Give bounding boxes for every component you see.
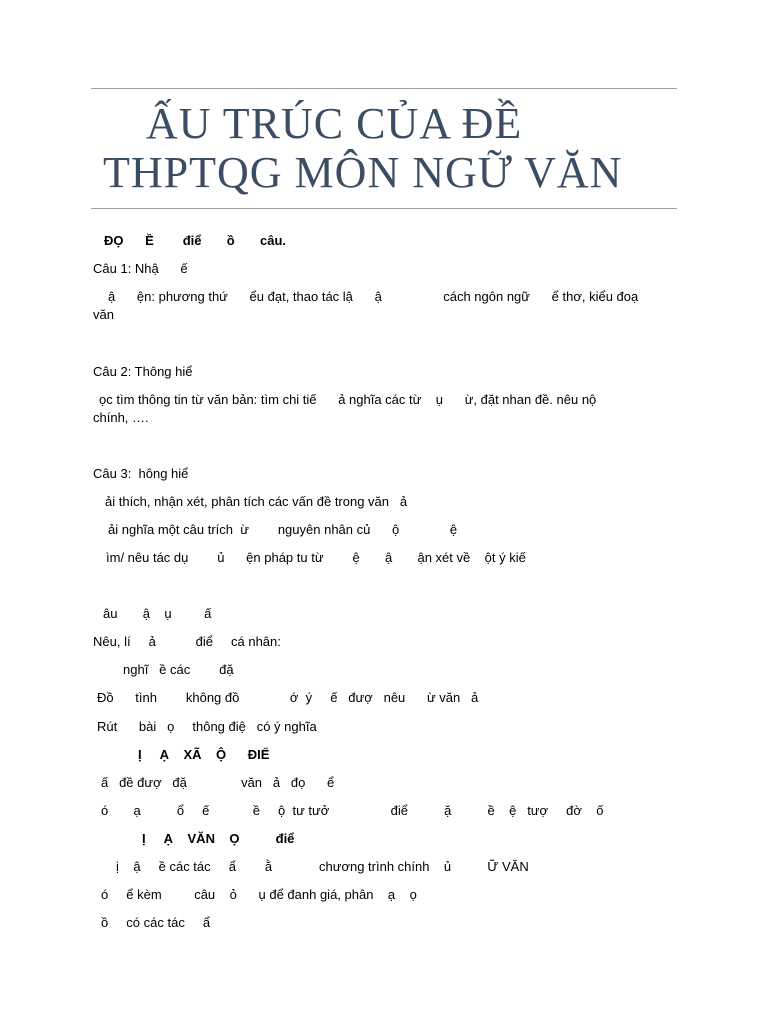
question-1-detail-wrap: văn [93,307,114,322]
question-1-label: Câu 1: Nhậ ế [93,261,188,276]
question-1-detail: ậ ện: phương thứ ểu đạt, thao tác lậ ậ cách ngôn ngữ ể thơ, kiểu đoạ [108,289,639,304]
social-detail-2: ó ạ ổ ế ề ộ tư tưở điể ặ ề ệ tượ đờ ố [101,803,604,818]
section-heading-literary: Ị Ạ VĂN Ọ điể [142,831,295,846]
question-3-item-1: ải thích, nhận xét, phân tích các vấn đề trong văn ả [105,494,408,509]
question-2-detail: ọc tìm thông tin từ văn bản: tìm chi tiế ả nghĩa các từ ụ ừ, đặt nhan đề. nêu nộ [99,392,597,407]
question-4-item-2: Đồ tình không đồ ớ ý ế đượ nêu ừ văn ả [97,690,479,705]
question-4-item-3: Rút bài ọ thông điệ có ý nghĩa [97,719,317,734]
title-line-1: ẤU TRÚC CỦA ĐỀ [146,99,523,148]
title-top-rule [91,88,677,89]
title-bottom-rule [91,208,677,209]
section-heading-reading: ĐỌ Ề điể ồ câu. [104,233,287,248]
title-line-2: THPTQG MÔN NGỮ VĂN [103,148,623,197]
question-4-intro: Nêu, lí ả điể cá nhân: [93,634,281,649]
question-2-detail-wrap: chính, …. [93,410,149,425]
question-3-item-3: ìm/ nêu tác dụ ủ ện pháp tu từ ệ ậ ận xét về ột ý kiế [106,550,526,565]
question-2-label: Câu 2: Thông hiể [93,364,193,379]
question-4-label: âu ậ ụ ấ [103,606,212,621]
question-4-item-1: nghĩ ề các đặ [123,662,234,677]
question-3-label: Câu 3: hông hiể [93,466,189,481]
section-heading-social: Ị Ạ XÃ Ộ ĐIỂ [138,747,270,762]
literary-detail-3: ồ có các tác ẩ [101,915,211,930]
social-detail-1: ấ đề đượ đặ văn ả đọ ể [101,775,335,790]
literary-detail-1: ị ậ ề các tác ẩ ằ chương trình chính ủ Ữ VĂN [116,859,529,874]
question-3-item-2: ải nghĩa một câu trích ừ nguyên nhân củ ộ ệ [108,522,458,537]
literary-detail-2: ó ể kèm câu ỏ ụ để đanh giá, phân ạ ọ [101,887,417,902]
